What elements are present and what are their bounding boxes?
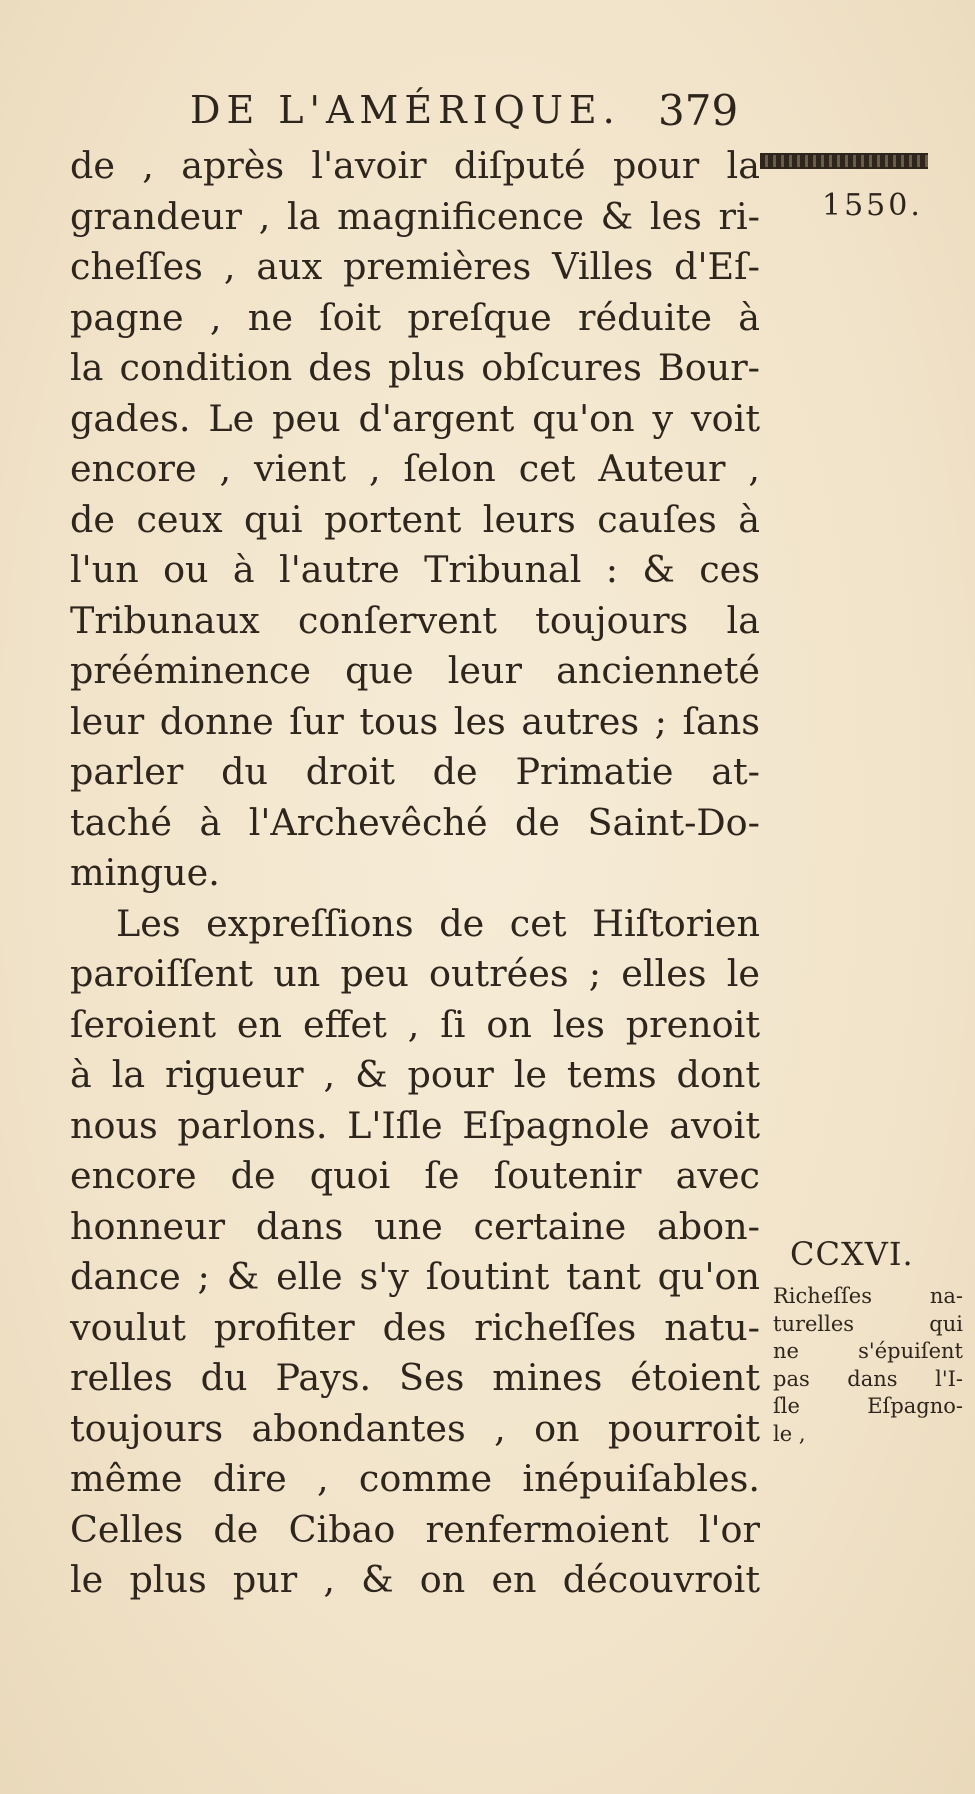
text-line: la condition des plus obſcures Bour-	[70, 346, 760, 389]
text-line: encore , vient , ſelon cet Auteur ,	[70, 447, 760, 490]
text-line: grandeur , la magnificence & les ri-	[70, 194, 760, 238]
text-line: ſeroient en effet , ſi on les prenoit	[70, 1002, 760, 1046]
text-line: Tribunaux conſervent toujours la	[70, 598, 760, 642]
text-line: même dire , comme inépuiſables.	[70, 1457, 760, 1500]
text-line: à la rigueur , & pour le tems dont	[70, 1053, 760, 1096]
text-line: de ceux qui portent leurs cauſes à	[70, 497, 760, 541]
margin-note-line: turelles qui	[773, 1311, 963, 1336]
margin-rule-ornament	[760, 153, 928, 169]
margin-note-line: ſle Eſpagno-	[773, 1394, 963, 1418]
page-number: 379	[658, 86, 739, 135]
text-line: prééminence que leur ancienneté	[70, 649, 760, 692]
text-line: Celles de Cibao renfermoient l'or	[70, 1507, 760, 1551]
margin-note	[773, 1283, 963, 1448]
margin-note-line: Richeſſes na-	[773, 1284, 963, 1308]
text-line: taché à l'Archevêché de Saint-Do-	[70, 800, 760, 844]
section-number: CCXVI.	[790, 1235, 914, 1273]
margin-year: 1550.	[822, 188, 923, 223]
text-line: honneur dans une certaine abon-	[70, 1204, 760, 1248]
body-text	[70, 141, 760, 1606]
text-line: voulut profiter des richeſſes natu-	[70, 1305, 760, 1349]
text-line: l'un ou à l'autre Tribunal : & ces	[70, 548, 760, 591]
text-line: encore de quoi ſe ſoutenir avec	[70, 1154, 760, 1197]
text-line: cheſſes , aux premières Villes d'Eſ-	[70, 245, 760, 288]
margin-note-line: ne s'épuiſent	[773, 1339, 963, 1363]
text-line: le plus pur , & on en découvroit	[70, 1558, 760, 1601]
text-line: toujours abondantes , on pourroit	[70, 1406, 760, 1450]
running-title: DE L'AMÉRIQUE.	[190, 88, 621, 132]
text-line: leur donne ſur tous les autres ; ſans	[70, 699, 760, 743]
margin-note-line: le ,	[773, 1421, 806, 1446]
text-line: nous parlons. L'Iſle Eſpagnole avoit	[70, 1103, 760, 1147]
text-line: paroiſſent un peu outrées ; elles le	[70, 952, 760, 995]
text-line: gades. Le peu d'argent qu'on y voit	[70, 396, 760, 440]
text-line: relles du Pays. Ses mines étoient	[70, 1356, 760, 1399]
text-line: pagne , ne ſoit preſque réduite à	[70, 295, 760, 339]
margin-note-line: pas dans l'I-	[773, 1366, 963, 1391]
text-line: de , après l'avoir diſputé pour la	[70, 144, 760, 187]
text-line: dance ; & elle s'y ſoutint tant qu'on	[70, 1255, 760, 1298]
text-line: parler du droit de Primatie at-	[70, 750, 760, 793]
text-line: mingue.	[70, 851, 220, 894]
paragraph-first-line: Les expreſſions de cet Hiſtorien	[116, 901, 760, 945]
